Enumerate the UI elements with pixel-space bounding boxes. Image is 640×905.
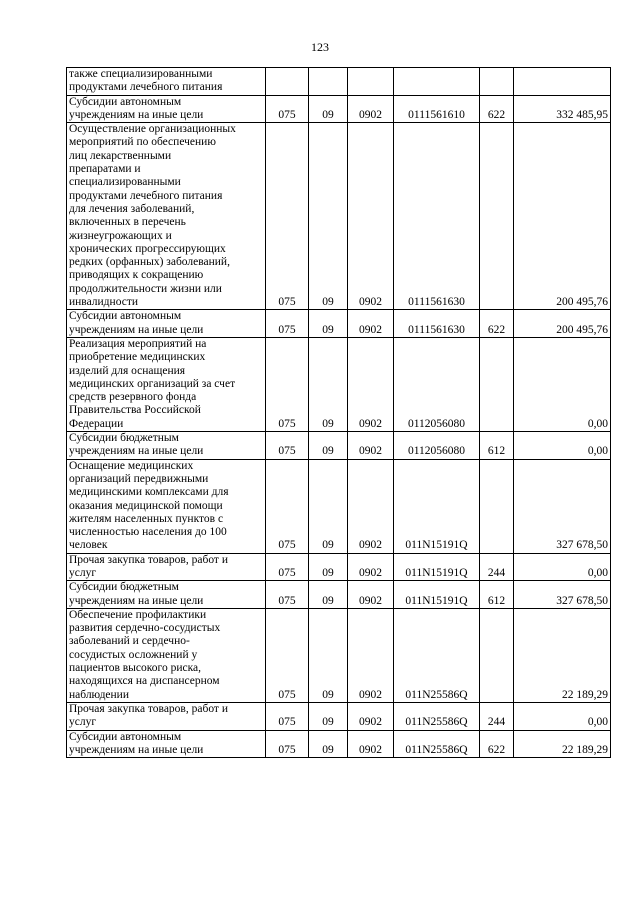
amount-cell: 0,00 [514, 432, 611, 460]
amount-cell: 22 189,29 [514, 608, 611, 702]
expense-type-cell: 612 [480, 432, 514, 460]
grbs-code-cell: 075 [266, 459, 309, 553]
table-row [67, 581, 611, 609]
expense-type-cell [480, 68, 514, 96]
amount-cell: 0,00 [514, 337, 611, 431]
target-article-cell [394, 68, 480, 96]
section-code-cell: 09 [309, 432, 348, 460]
expense-type-cell [480, 608, 514, 702]
target-article-cell: 0111561630 [394, 123, 480, 310]
target-article-cell: 011N15191Q [394, 459, 480, 553]
expense-type-cell: 244 [480, 702, 514, 730]
section-code-cell: 09 [309, 581, 348, 609]
subsection-code-cell: 0902 [348, 432, 394, 460]
target-article-cell: 011N25586Q [394, 730, 480, 758]
expense-type-cell [480, 123, 514, 310]
target-article-cell: 011N15191Q [394, 553, 480, 581]
grbs-code-cell: 075 [266, 608, 309, 702]
section-code-cell: 09 [309, 310, 348, 338]
expense-name-cell: Субсидии автономным учреждениям на иные цели [67, 310, 266, 338]
target-article-cell: 011N25586Q [394, 702, 480, 730]
subsection-code-cell: 0902 [348, 553, 394, 581]
expense-name-cell: Субсидии бюджетным учреждениям на иные цели [67, 432, 266, 460]
subsection-code-cell: 0902 [348, 459, 394, 553]
table-row [67, 608, 611, 702]
subsection-code-cell: 0902 [348, 702, 394, 730]
amount-cell: 200 495,76 [514, 123, 611, 310]
target-article-cell: 011N15191Q [394, 581, 480, 609]
grbs-code-cell: 075 [266, 702, 309, 730]
target-article-cell: 0112056080 [394, 432, 480, 460]
section-code-cell [309, 68, 348, 96]
section-code-cell: 09 [309, 337, 348, 431]
table-row [67, 432, 611, 460]
section-code-cell: 09 [309, 608, 348, 702]
expense-name-cell: Прочая закупка товаров, работ и услуг [67, 553, 266, 581]
subsection-code-cell: 0902 [348, 337, 394, 431]
table-row [67, 68, 611, 96]
expense-type-cell: 244 [480, 553, 514, 581]
amount-cell: 0,00 [514, 553, 611, 581]
amount-cell [514, 68, 611, 96]
expense-name-cell: Субсидии автономным учреждениям на иные цели [67, 730, 266, 758]
expense-type-cell [480, 337, 514, 431]
page-number: 123 [311, 40, 329, 54]
expense-name-cell: Субсидии бюджетным учреждениям на иные цели [67, 581, 266, 609]
table-row [67, 553, 611, 581]
grbs-code-cell: 075 [266, 123, 309, 310]
subsection-code-cell: 0902 [348, 608, 394, 702]
table-row [67, 337, 611, 431]
expense-type-cell: 612 [480, 581, 514, 609]
subsection-code-cell [348, 68, 394, 96]
amount-cell: 332 485,95 [514, 95, 611, 123]
expense-type-cell: 622 [480, 730, 514, 758]
expense-name-cell: Осуществление организационных мероприятий по обеспечению лиц лекарственными препаратами и специализированными продуктами лечебного питания для лечения заболеваний, включенных в перечень жизнеугрожающих и хронических прогрессирующих редких (орфанных) заболеваний, приводящих к сокращению продолжительности жизни или инвалидности [67, 123, 266, 310]
table-row [67, 459, 611, 553]
grbs-code-cell: 075 [266, 310, 309, 338]
grbs-code-cell: 075 [266, 337, 309, 431]
grbs-code-cell: 075 [266, 553, 309, 581]
expense-type-cell [480, 459, 514, 553]
section-code-cell: 09 [309, 553, 348, 581]
table-body [67, 68, 611, 758]
expense-name-cell: Субсидии автономным учреждениям на иные цели [67, 95, 266, 123]
amount-cell: 0,00 [514, 702, 611, 730]
expense-name-cell: также специализированными продуктами лечебного питания [67, 68, 266, 96]
subsection-code-cell: 0902 [348, 730, 394, 758]
section-code-cell: 09 [309, 123, 348, 310]
table-row [67, 730, 611, 758]
grbs-code-cell: 075 [266, 95, 309, 123]
amount-cell: 22 189,29 [514, 730, 611, 758]
target-article-cell: 0112056080 [394, 337, 480, 431]
subsection-code-cell: 0902 [348, 123, 394, 310]
target-article-cell: 0111561630 [394, 310, 480, 338]
section-code-cell: 09 [309, 459, 348, 553]
amount-cell: 327 678,50 [514, 581, 611, 609]
expense-name-cell: Реализация мероприятий на приобретение медицинских изделий для оснащения медицинских организаций за счет средств резервного фонда Правительства Российской Федерации [67, 337, 266, 431]
expense-name-cell: Прочая закупка товаров, работ и услуг [67, 702, 266, 730]
expense-name-cell: Обеспечение профилактики развития сердечно-сосудистых заболеваний и сердечно- сосудистых осложнений у пациентов высокого риска, находящихся на диспансерном наблюдении [67, 608, 266, 702]
section-code-cell: 09 [309, 702, 348, 730]
amount-cell: 327 678,50 [514, 459, 611, 553]
expense-type-cell: 622 [480, 95, 514, 123]
section-code-cell: 09 [309, 95, 348, 123]
subsection-code-cell: 0902 [348, 95, 394, 123]
grbs-code-cell: 075 [266, 730, 309, 758]
target-article-cell: 011N25586Q [394, 608, 480, 702]
table-row [67, 95, 611, 123]
budget-table [66, 67, 611, 758]
subsection-code-cell: 0902 [348, 581, 394, 609]
grbs-code-cell: 075 [266, 432, 309, 460]
grbs-code-cell: 075 [266, 581, 309, 609]
subsection-code-cell: 0902 [348, 310, 394, 338]
grbs-code-cell [266, 68, 309, 96]
section-code-cell: 09 [309, 730, 348, 758]
table-row [67, 123, 611, 310]
expense-type-cell: 622 [480, 310, 514, 338]
table-row [67, 310, 611, 338]
amount-cell: 200 495,76 [514, 310, 611, 338]
table-row [67, 702, 611, 730]
target-article-cell: 0111561610 [394, 95, 480, 123]
expense-name-cell: Оснащение медицинских организаций передвижными медицинскими комплексами для оказания медицинской помощи жителям населенных пунктов с численностью населения до 100 человек [67, 459, 266, 553]
